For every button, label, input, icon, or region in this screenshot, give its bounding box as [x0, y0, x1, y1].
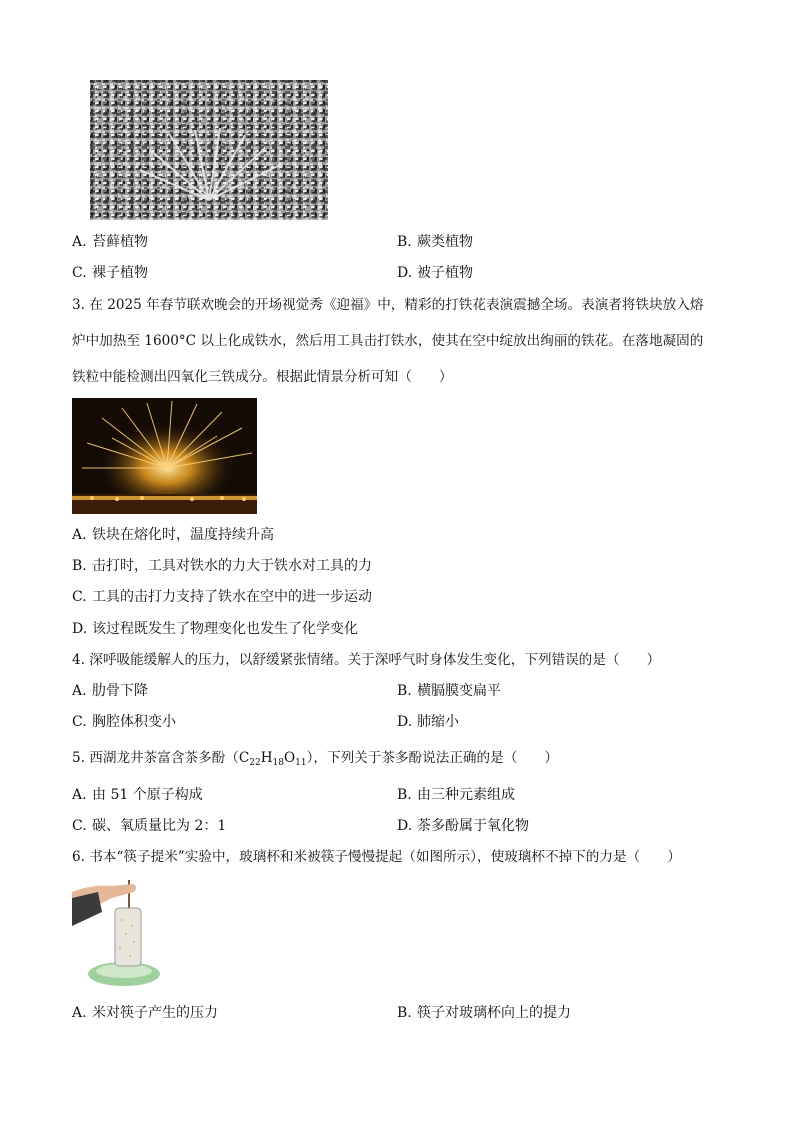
- q3-option-a: A. 铁块在熔化时，温度持续升高: [72, 527, 274, 543]
- q3-option-b: B. 击打时，工具对铁水的力大于铁水对工具的力: [72, 558, 372, 574]
- q6-option-a: A. 米对筷子产生的压力: [72, 1005, 218, 1021]
- plant-texture-image: [90, 80, 328, 220]
- q5-stem: 5. 西湖龙井茶富含茶多酚$(C_{22}H_{18}O_{11})$，下列关于茶多酚说法正确的是（ ）: [72, 750, 559, 768]
- q4-stem: 4. 深呼吸能缓解人的压力，以舒缓紧张情绪。关于深呼气时身体发生变化，下列错误的是（ ）: [72, 652, 661, 668]
- q2-option-d: D. 被子植物: [397, 265, 473, 281]
- plant-texture-figure: [90, 80, 328, 220]
- chopstick-rice-figure: [72, 878, 162, 990]
- q4-option-d: D. 肺缩小: [397, 714, 459, 730]
- iron-flower-figure: [72, 398, 257, 514]
- q3-option-d: D. 该过程既发生了物理变化也发生了化学变化: [72, 621, 358, 637]
- q4-option-b: B. 横膈膜变扁平: [397, 683, 501, 699]
- q4-option-c: C. 胸腔体积变小: [72, 714, 176, 730]
- q3-stem-line-3: 铁粒中能检测出四氧化三铁成分。根据此情景分析可知（ ）: [72, 369, 453, 385]
- q3-stem-line-1: 3. 在 2025 年春节联欢晚会的开场视觉秀《迎福》中，精彩的打铁花表演震撼全场。表演者将铁块放入熔: [72, 297, 704, 313]
- iron-flower-image: [72, 398, 257, 514]
- q2-option-b: B. 蕨类植物: [397, 234, 473, 250]
- q5-option-d: D. 茶多酚属于氧化物: [397, 818, 529, 834]
- q2-option-a: A. 苔藓植物: [72, 234, 148, 250]
- q5-option-c: C. 碳、氧质量比为 2：1: [72, 818, 227, 834]
- q3-option-c: C. 工具的击打力支持了铁水在空中的进一步运动: [72, 589, 372, 605]
- chopstick-rice-image: [72, 878, 162, 990]
- q5-option-b: B. 由三种元素组成: [397, 787, 515, 803]
- tea-polyphenol-formula: $C_{22}H_{18}O_{11}$: [238, 750, 307, 768]
- q6-stem: 6. 书本“筷子提米”实验中，玻璃杯和米被筷子慢慢提起（如图所示），使玻璃杯不掉下的力是（ ）: [72, 849, 681, 865]
- q4-option-a: A. 肋骨下降: [72, 683, 148, 699]
- q2-option-c: C. 裸子植物: [72, 265, 148, 281]
- q5-option-a: A. 由 51 个原子构成: [72, 787, 203, 803]
- q3-stem-line-2: 炉中加热至 1600°C 以上化成铁水，然后用工具击打铁水，使其在空中绽放出绚丽的铁花。在落地凝固的: [72, 333, 704, 349]
- q6-option-b: B. 筷子对玻璃杯向上的提力: [397, 1005, 571, 1021]
